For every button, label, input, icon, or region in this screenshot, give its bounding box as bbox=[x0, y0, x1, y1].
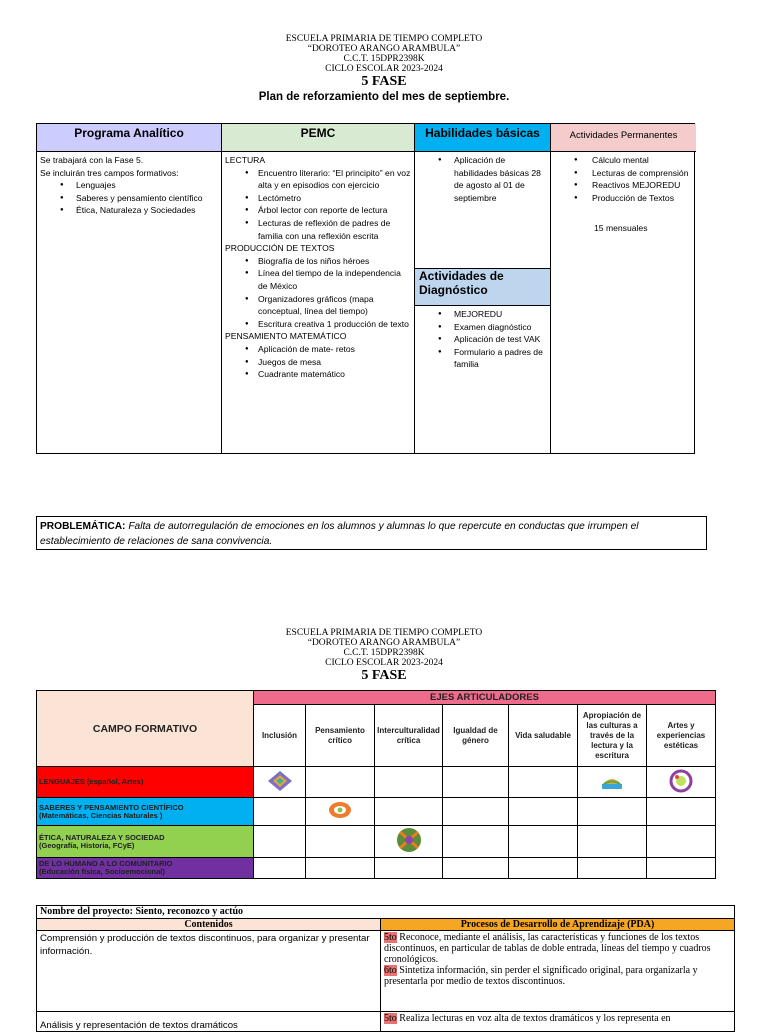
list-item: ● Lecturas de reflexión de padres de familia con una reflexión escrita bbox=[225, 217, 411, 242]
permanentes-note: 15 mensuales bbox=[594, 223, 648, 234]
list-item: ● Saberes y pensamiento científico bbox=[40, 192, 218, 205]
grade-tag: 6to bbox=[384, 965, 397, 976]
eje-cell bbox=[306, 858, 375, 879]
eje-cell bbox=[443, 858, 509, 879]
list-item: ● Aplicación de test VAK bbox=[418, 333, 547, 346]
header-line: ESCUELA PRIMARIA DE TIEMPO COMPLETO bbox=[285, 628, 483, 638]
eje-cell bbox=[375, 826, 443, 858]
eje-cell bbox=[443, 798, 509, 826]
campo-row-saberes bbox=[37, 798, 254, 826]
header-line: ESCUELA PRIMARIA DE TIEMPO COMPLETO bbox=[285, 34, 483, 44]
eje-cell bbox=[647, 798, 716, 826]
list-item: ● Juegos de mesa bbox=[225, 356, 411, 369]
programa-column bbox=[37, 124, 222, 453]
plan-title: Plan de reforzamiento del mes de septiembre. bbox=[258, 91, 510, 103]
inclusion-icon bbox=[267, 770, 293, 792]
list-item: ● Cálculo mental bbox=[554, 154, 693, 167]
campo-label: SABERES Y PENSAMIENTO CIENTÍFICO bbox=[39, 802, 184, 812]
list-item: ● MEJOREDU bbox=[418, 308, 547, 321]
eje-cell bbox=[647, 767, 716, 798]
campo-label: ÉTICA, NATURALEZA Y SOCIEDAD bbox=[39, 832, 165, 842]
eje-cell bbox=[306, 798, 375, 826]
programa-body bbox=[37, 152, 221, 219]
fase-title: 5 FASE bbox=[361, 74, 407, 89]
proyecto-table bbox=[36, 905, 735, 1032]
habilidades-body bbox=[415, 152, 550, 206]
campo-row-humano bbox=[37, 858, 254, 879]
eje-header: Apropiación de las culturas a través de la lectura y la escritura bbox=[578, 705, 647, 767]
list-item: ● Aplicación de habilidades básicas 28 de agosto al 01 de septiembre bbox=[418, 154, 547, 204]
eje-cell bbox=[509, 826, 578, 858]
permanentes-body bbox=[551, 152, 696, 237]
eje-header: Artes y experiencias estéticas bbox=[647, 705, 716, 767]
list-item: ● Producción de Textos bbox=[554, 192, 693, 205]
programa-intro: Se incluirán tres campos formativos: bbox=[40, 167, 179, 178]
campo-label: LENGUAJES (español, Artes) bbox=[39, 777, 144, 786]
contenido-cell: Análisis y representación de textos dramáticos bbox=[37, 1012, 381, 1031]
pda-header: Procesos de Desarrollo de Aprendizaje (PDA) bbox=[381, 919, 734, 930]
list-item: ● Lecturas de comprensión bbox=[554, 167, 693, 180]
contenidos-header: Contenidos bbox=[37, 919, 381, 930]
list-item: ● Formulario a padres de familia bbox=[418, 346, 547, 371]
pemc-header: PEMC bbox=[222, 124, 414, 152]
contenido-cell: Comprensión y producción de textos discontinuos, para organizar y presentar información. bbox=[37, 931, 381, 1011]
header-line: C.C.T. 15DPR2398K bbox=[343, 54, 425, 64]
eje-cell bbox=[254, 858, 306, 879]
list-item: ● Encuentro literario: “El principito” en voz alta y en episodios con ejercicio bbox=[225, 167, 411, 192]
section-label: LECTURA bbox=[225, 155, 266, 165]
campo-row-lenguajes bbox=[37, 767, 254, 798]
campo-sublabel: (Geografía, Historia, FCyE) bbox=[39, 840, 135, 850]
eje-header: Vida saludable bbox=[509, 705, 578, 767]
list-item: ● Lenguajes bbox=[40, 179, 218, 192]
eje-cell bbox=[375, 767, 443, 798]
campo-sublabel: (Matemáticas, Ciencias Naturales ) bbox=[39, 810, 163, 820]
eje-header: Igualdad de género bbox=[443, 705, 509, 767]
list-item: ● Escritura creativa 1 producción de texto bbox=[225, 318, 411, 331]
pda-cell bbox=[381, 931, 734, 1011]
eje-cell bbox=[306, 826, 375, 858]
eje-cell bbox=[509, 858, 578, 879]
problematica-label: PROBLEMÁTICA: bbox=[40, 521, 126, 532]
eje-cell bbox=[254, 826, 306, 858]
header-line: “DOROTEO ARANGO ARAMBULA” bbox=[307, 638, 461, 648]
list-item: ● Organizadores gráficos (mapa conceptual, línea del tiempo) bbox=[225, 293, 411, 318]
eje-cell bbox=[509, 767, 578, 798]
pda-text: Sintetiza información, sin perder el significado original, para organizarla y presentarla por medio de textos discontinuos. bbox=[384, 965, 698, 987]
header-line: CICLO ESCOLAR 2023-2024 bbox=[325, 658, 443, 668]
header-line: “DOROTEO ARANGO ARAMBULA” bbox=[307, 44, 461, 54]
diagnostico-header: Actividades de Diagnóstico bbox=[415, 268, 550, 306]
pda-cell bbox=[381, 1012, 734, 1031]
programa-intro: Se trabajará con la Fase 5. bbox=[40, 155, 144, 165]
list-item: ● Biografía de los niños héroes bbox=[225, 255, 411, 268]
ejes-table bbox=[36, 690, 716, 879]
eje-cell bbox=[375, 858, 443, 879]
problematica-box bbox=[36, 516, 707, 550]
list-item: ● Examen diagnóstico bbox=[418, 321, 547, 334]
pensamiento-critico-icon bbox=[327, 799, 353, 821]
pemc-body bbox=[222, 152, 414, 383]
permanentes-header: Actividades Permanentes bbox=[551, 124, 696, 152]
header-line: CICLO ESCOLAR 2023-2024 bbox=[325, 64, 443, 74]
school-header-2 bbox=[0, 628, 768, 683]
interculturalidad-icon bbox=[395, 827, 423, 853]
ejes-header: EJES ARTICULADORES bbox=[254, 691, 716, 705]
eje-cell bbox=[578, 767, 647, 798]
eje-cell bbox=[443, 826, 509, 858]
habilidades-header: Habilidades básicas bbox=[415, 124, 550, 152]
eje-cell bbox=[254, 767, 306, 798]
eje-cell bbox=[509, 798, 578, 826]
section-label: PENSAMIENTO MATEMÁTICO bbox=[225, 331, 347, 342]
grade-tag: 5to bbox=[384, 932, 397, 943]
diagnostico-body bbox=[415, 306, 550, 373]
eje-cell bbox=[375, 798, 443, 826]
eje-cell bbox=[647, 858, 716, 879]
school-header bbox=[0, 34, 768, 104]
list-item: ● Ética, Naturaleza y Sociedades bbox=[40, 204, 218, 217]
list-item: ● Cuadrante matemático bbox=[225, 368, 411, 381]
campo-label: DE LO HUMANO A LO COMUNITARIO bbox=[39, 859, 173, 868]
problematica-text: Falta de autorregulación de emociones en los alumnos y alumnas lo que repercute en conductas que irrumpen el establecimiento de relaciones de sana convivencia. bbox=[40, 521, 639, 547]
plan-table bbox=[36, 123, 695, 454]
list-item: ● Aplicación de mate- retos bbox=[225, 343, 411, 356]
eje-cell bbox=[443, 767, 509, 798]
eje-header: Pensamiento crítico bbox=[306, 705, 375, 767]
campo-row-etica bbox=[37, 826, 254, 858]
eje-cell bbox=[578, 826, 647, 858]
eje-cell bbox=[647, 826, 716, 858]
campo-sublabel: (Educación física, Socioemocional) bbox=[39, 867, 165, 876]
lectura-icon bbox=[599, 771, 625, 791]
list-item: ● Lectómetro bbox=[225, 192, 411, 205]
section-label: PRODUCCIÓN DE TEXTOS bbox=[225, 243, 335, 254]
programa-header: Programa Analítico bbox=[37, 124, 221, 152]
list-item: ● Reactivos MEJOREDU bbox=[554, 179, 693, 192]
list-item: ● Árbol lector con reporte de lectura bbox=[225, 204, 411, 217]
eje-cell bbox=[306, 767, 375, 798]
permanentes-column bbox=[551, 124, 696, 453]
pemc-column bbox=[222, 124, 415, 453]
artes-icon bbox=[668, 769, 694, 793]
pda-text: Reconoce, mediante el análisis, las características y funciones de los textos discontinuos, en particular de tablas de doble entrada, líneas del tiempo y cuadros cronológicos. bbox=[384, 932, 711, 965]
eje-header: Inclusión bbox=[254, 705, 306, 767]
list-item: ● Línea del tiempo de la independencia de México bbox=[225, 267, 411, 292]
eje-cell bbox=[578, 858, 647, 879]
eje-cell bbox=[578, 798, 647, 826]
pda-text: Realiza lecturas en voz alta de textos dramáticos y los representa en bbox=[396, 1013, 671, 1024]
fase-title: 5 FASE bbox=[361, 668, 407, 683]
habilidades-column bbox=[415, 124, 551, 453]
grade-tag: 5to bbox=[384, 1013, 397, 1024]
campo-formativo-header: CAMPO FORMATIVO bbox=[37, 691, 254, 767]
header-line: C.C.T. 15DPR2398K bbox=[343, 648, 425, 658]
proyecto-title: Nombre del proyecto: Siento, reconozco y actúo bbox=[37, 906, 734, 919]
eje-header: Interculturalidad crítica bbox=[375, 705, 443, 767]
eje-cell bbox=[254, 798, 306, 826]
